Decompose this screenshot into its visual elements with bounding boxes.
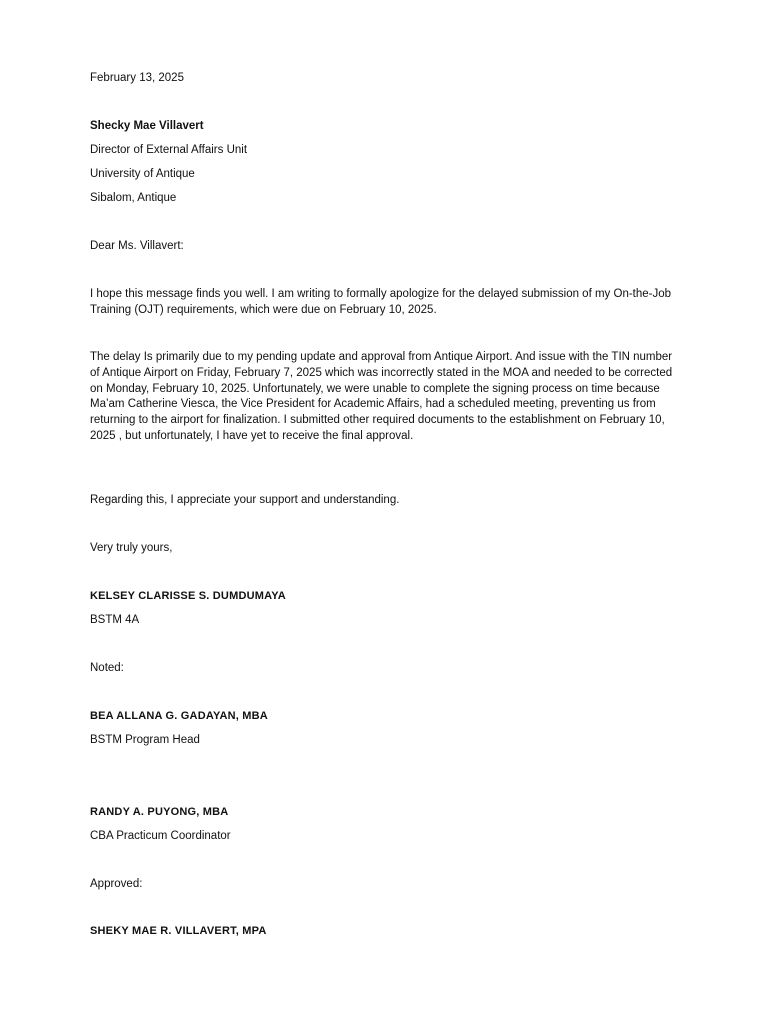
body-paragraph-2: The delay Is primarily due to my pending update and approval from Antique Airport. And issue with the TIN number of Antique Airport on Friday, February 7, 2025 which was incorrectly stated in the MOA and needed to be corrected on Monday, February 10, 2025. Unfortunately, we were unable to complete the signing process on time because Ma’am Catherine Viesca, the Vice President for Academic Affairs, had a scheduled meeting, preventing us from returning to the airport for finalization. I submitted other required documents to the establishment on February 10, 2025 , but unfortunately, I have yet to receive the final approval.: [90, 351, 673, 442]
sender-detail: BSTM 4A: [90, 614, 140, 626]
recipient-address: Sibalom, Antique: [90, 192, 177, 204]
noted-signatory-2-title: CBA Practicum Coordinator: [90, 830, 231, 842]
body-paragraph-3: Regarding this, I appreciate your support and understanding.: [90, 494, 400, 506]
noted-signatory-1-name: BEA ALLANA G. GADAYAN, MBA: [90, 710, 268, 722]
body-paragraph-1: I hope this message finds you well. I am writing to formally apologize for the delayed submission of my On-the-Job Training (OJT) requirements, which were due on February 10, 2025.: [90, 288, 672, 316]
approved-signatory-name: SHEKY MAE R. VILLAVERT, MPA: [90, 925, 267, 937]
salutation: Dear Ms. Villavert:: [90, 240, 184, 252]
recipient-name: Shecky Mae Villavert: [90, 120, 204, 132]
noted-label: Noted:: [90, 662, 124, 674]
sender-name: KELSEY CLARISSE S. DUMDUMAYA: [90, 590, 286, 602]
letter-date: February 13, 2025: [90, 72, 184, 84]
closing: Very truly yours,: [90, 542, 173, 554]
approved-label: Approved:: [90, 878, 143, 890]
noted-signatory-2-name: RANDY A. PUYONG, MBA: [90, 806, 229, 818]
noted-signatory-1-title: BSTM Program Head: [90, 734, 200, 746]
recipient-organization: University of Antique: [90, 168, 195, 180]
recipient-title: Director of External Affairs Unit: [90, 144, 248, 156]
